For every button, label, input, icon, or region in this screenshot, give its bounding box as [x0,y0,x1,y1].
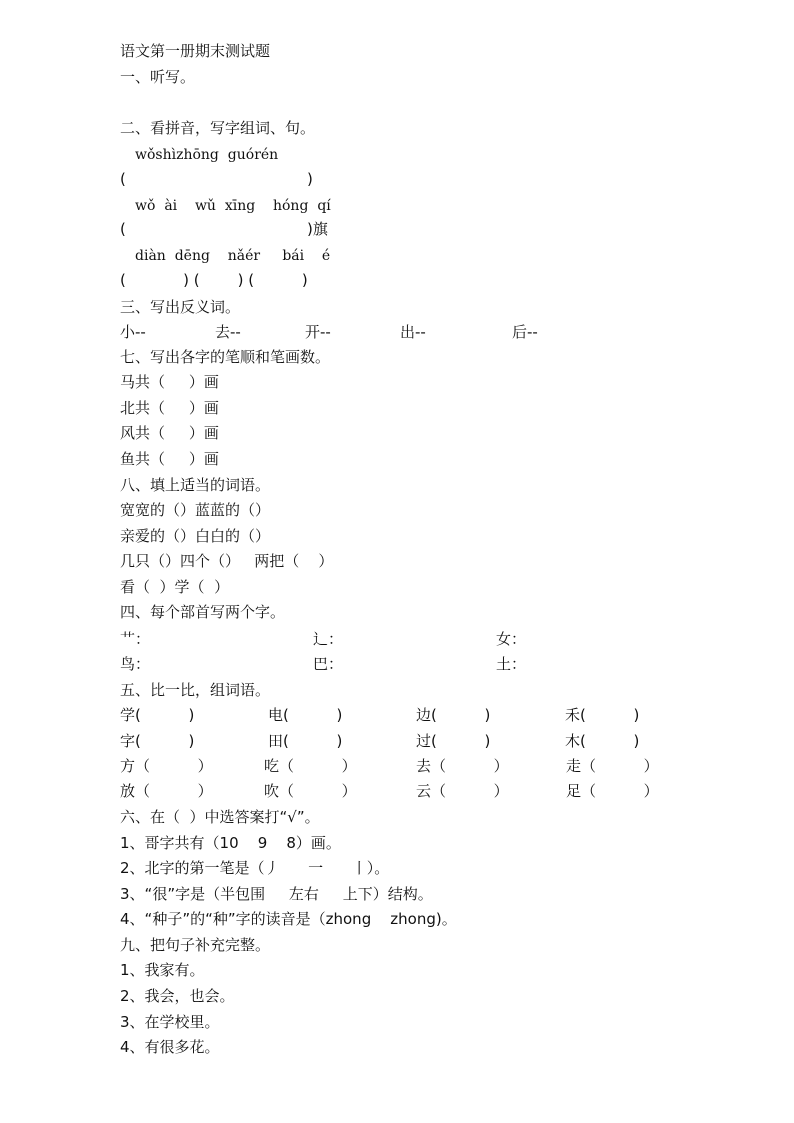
sentence-item: 3、在学校里。 [120,1013,220,1031]
pinyin-line-3: diàn dēng nǎér bái é [135,248,331,264]
antonym-item: 出-- [400,323,426,341]
fill-words-line: 几只（）四个（） 两把（ ） [120,552,334,570]
compare-item: 去（ ） [416,757,509,775]
sentence-item: 4、有很多花。 [120,1038,220,1056]
section-7-heading: 七、写出各字的笔顺和笔画数。 [120,348,331,366]
compare-item: 足（ ） [566,782,659,800]
compare-item: 放（ ） [120,782,213,800]
section-3-heading: 三、写出反义词。 [120,298,241,316]
compare-item: 吹（ ） [264,782,357,800]
document-title: 语文第一册期末测试题 [120,42,271,60]
fill-words-line: 看（ ）学（ ） [120,578,230,596]
radical-item: 鸟： [120,655,151,673]
answer-parens-2: ( )旗 [120,220,328,238]
choice-question: 1、哥字共有（10 9 8）画。 [120,834,341,852]
section-1-heading: 一、听写。 [120,68,196,86]
radical-item: 土： [496,655,527,673]
pinyin-line-2: wǒ ài wǔ xīng hóng qí [135,198,331,214]
antonym-item: 小-- [120,323,146,341]
fill-words-line: 宽宽的（）蓝蓝的（） [120,501,271,519]
stroke-count-line: 北共（ ）画 [120,399,219,417]
radical-item: 女： [496,630,527,648]
choice-question: 3、“很”字是（半包围 左右 上下）结构。 [120,885,433,903]
section-4-heading: 四、每个部首写两个字。 [120,603,286,621]
compare-item: 边( ) [416,706,491,724]
compare-item: 云（ ） [416,782,509,800]
compare-item: 禾( ) [565,706,640,724]
compare-item: 字( ) [120,732,195,750]
section-5-heading: 五、比一比，组词语。 [120,681,271,699]
radical-item: 辶： [313,630,344,648]
sentence-item: 2、我会，也会。 [120,987,235,1005]
sentence-item: 1、我家有。 [120,961,205,979]
answer-parens-1: ( ) [120,170,313,188]
section-6-heading: 六、在（ ）中选答案打“√”。 [120,808,320,826]
compare-item: 木( ) [565,732,640,750]
stroke-count-line: 风共（ ）画 [120,424,219,442]
compare-item: 过( ) [416,732,491,750]
fill-words-line: 亲爱的（）白白的（） [120,527,271,545]
pinyin-line-1: wǒshìzhōng guórén [135,147,279,163]
stroke-count-line: 马共（ ）画 [120,373,219,391]
antonym-item: 后-- [512,323,538,341]
compare-item: 学( ) [120,706,195,724]
compare-item: 田( ) [268,732,343,750]
antonym-item: 开-- [305,323,331,341]
choice-question: 2、北字的第一笔是（丿 一 丨）。 [120,859,390,877]
compare-item: 走（ ） [566,757,659,775]
compare-item: 方（ ） [120,757,213,775]
section-2-heading: 二、看拼音，写字组词、句。 [120,119,316,137]
choice-question: 4、“种子”的“种”字的读音是（zhong zhong)。 [120,910,457,928]
stroke-count-line: 鱼共（ ）画 [120,450,219,468]
answer-parens-3: ( ) ( ) ( ) [120,271,308,289]
radical-item: 艹： [120,630,151,648]
radical-item: 巴： [313,655,344,673]
compare-item: 吃（ ） [264,757,357,775]
compare-item: 电( ) [268,706,343,724]
section-9-heading: 九、把句子补充完整。 [120,936,271,954]
section-8-heading: 八、填上适当的词语。 [120,476,271,494]
antonym-item: 去-- [215,323,241,341]
